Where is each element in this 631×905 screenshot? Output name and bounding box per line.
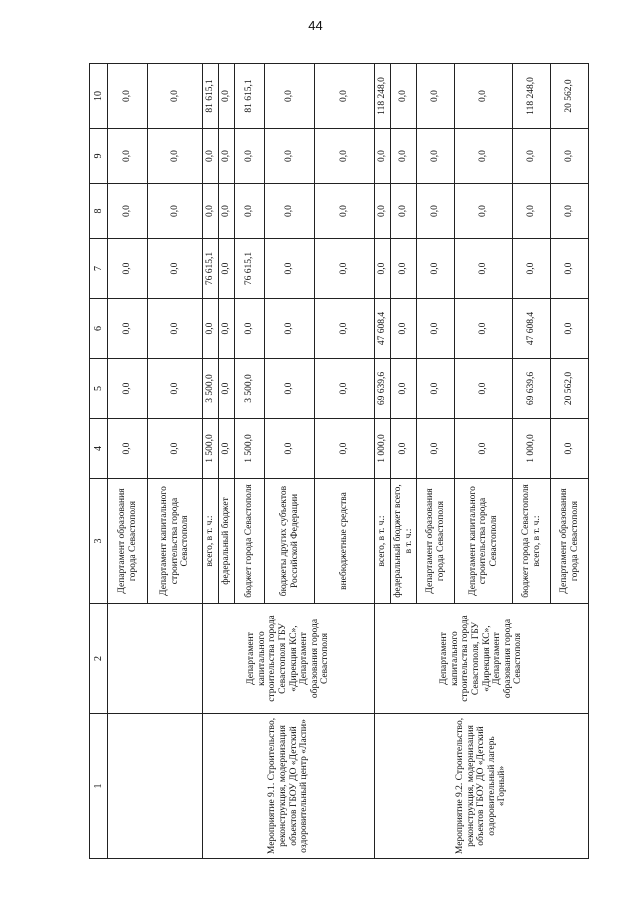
value-cell: 0,0: [148, 419, 203, 479]
row-label: бюджет города Севастополя: [235, 479, 265, 604]
value-cell: 118 248,0: [375, 64, 391, 129]
row-label: Департамент образования города Севастополя: [108, 479, 148, 604]
value-cell: 0,0: [417, 419, 455, 479]
row-label: внебюджетные средства: [315, 479, 375, 604]
header-row: [90, 64, 108, 859]
value-cell: 0,0: [148, 64, 203, 129]
col-header: 2: [90, 604, 108, 714]
value-cell: 0,0: [265, 184, 315, 239]
value-cell: 69 639,6: [375, 359, 391, 419]
empty-cell: [108, 714, 203, 859]
value-cell: 0,0: [315, 239, 375, 299]
value-cell: 0,0: [203, 184, 219, 239]
value-cell: 0,0: [391, 64, 417, 129]
value-cell: 0,0: [315, 64, 375, 129]
value-cell: 0,0: [391, 419, 417, 479]
value-cell: 0,0: [513, 239, 551, 299]
value-cell: 0,0: [391, 359, 417, 419]
value-cell: 1 000,0: [513, 419, 551, 479]
value-cell: 0,0: [265, 299, 315, 359]
value-cell: 0,0: [315, 359, 375, 419]
value-cell: 0,0: [455, 239, 513, 299]
value-cell: 0,0: [551, 419, 589, 479]
value-cell: 0,0: [551, 239, 589, 299]
value-cell: 0,0: [417, 299, 455, 359]
col-header: 3: [90, 479, 108, 604]
empty-cell: [108, 604, 203, 714]
value-cell: 0,0: [315, 299, 375, 359]
value-cell: 0,0: [108, 239, 148, 299]
table-row: [108, 64, 148, 859]
value-cell: 118 248,0: [513, 64, 551, 129]
event-name: Мероприятие 9.2. Строительство, реконструкция, модернизация объектов ГБОУ ДО «Детский оздоровительный лагерь «Горный»: [375, 714, 589, 859]
value-cell: 76 615,1: [235, 239, 265, 299]
value-cell: 0,0: [315, 419, 375, 479]
row-label: Департамент образования города Севастополя: [551, 479, 589, 604]
value-cell: 0,0: [235, 184, 265, 239]
value-cell: 0,0: [219, 419, 235, 479]
value-cell: 0,0: [375, 184, 391, 239]
value-cell: 0,0: [235, 299, 265, 359]
value-cell: 0,0: [148, 239, 203, 299]
value-cell: 0,0: [417, 129, 455, 184]
value-cell: 0,0: [391, 299, 417, 359]
row-label: Департамент капитального строительства города Севастополя: [455, 479, 513, 604]
row-label: всего, в т. ч.:: [375, 479, 391, 604]
value-cell: 0,0: [391, 184, 417, 239]
row-label: всего, в т. ч.:: [203, 479, 219, 604]
value-cell: 0,0: [265, 129, 315, 184]
value-cell: 0,0: [108, 359, 148, 419]
value-cell: 0,0: [148, 359, 203, 419]
value-cell: 0,0: [375, 129, 391, 184]
col-header: 8: [90, 184, 108, 239]
value-cell: 20 562,0: [551, 359, 589, 419]
col-header: 6: [90, 299, 108, 359]
value-cell: 0,0: [551, 184, 589, 239]
value-cell: 81 615,1: [235, 64, 265, 129]
value-cell: 0,0: [219, 239, 235, 299]
value-cell: 0,0: [315, 184, 375, 239]
value-cell: 0,0: [265, 239, 315, 299]
value-cell: 0,0: [219, 299, 235, 359]
value-cell: 0,0: [455, 184, 513, 239]
value-cell: 0,0: [265, 359, 315, 419]
col-header: 5: [90, 359, 108, 419]
value-cell: 76 615,1: [203, 239, 219, 299]
value-cell: 0,0: [417, 359, 455, 419]
event-executors: Департамент капитального строительства города Севастополя ГБУ «Дирекция КС», Департамент образования города Севастополя: [203, 604, 375, 714]
row-label: Департамент капитального строительства города Севастополя: [148, 479, 203, 604]
value-cell: 0,0: [235, 129, 265, 184]
value-cell: 0,0: [391, 239, 417, 299]
value-cell: 0,0: [513, 129, 551, 184]
value-cell: 0,0: [148, 184, 203, 239]
value-cell: 0,0: [219, 184, 235, 239]
event-executors: Департамент капитального строительства города Севастополя, ГБУ «Дирекция КС», Департамент образования города Севастополя: [375, 604, 589, 714]
value-cell: 0,0: [148, 129, 203, 184]
value-cell: 0,0: [108, 299, 148, 359]
value-cell: 0,0: [375, 239, 391, 299]
value-cell: 0,0: [203, 299, 219, 359]
col-header: 10: [90, 64, 108, 129]
col-header: 7: [90, 239, 108, 299]
value-cell: 0,0: [108, 129, 148, 184]
page-number: 44: [308, 18, 323, 33]
row-label: бюджет города Севастополя всего, в т. ч.:: [513, 479, 551, 604]
table-row: [375, 64, 391, 859]
row-label: федеральный бюджет всего, в т. ч.:: [391, 479, 417, 604]
col-header: 1: [90, 714, 108, 859]
value-cell: 0,0: [391, 129, 417, 184]
value-cell: 0,0: [219, 64, 235, 129]
budget-table: [89, 63, 589, 859]
value-cell: 0,0: [108, 184, 148, 239]
value-cell: 0,0: [455, 359, 513, 419]
value-cell: 1 500,0: [203, 419, 219, 479]
value-cell: 47 608,4: [375, 299, 391, 359]
value-cell: 3 500,0: [235, 359, 265, 419]
value-cell: 20 562,0: [551, 64, 589, 129]
table-row: [203, 64, 219, 859]
value-cell: 0,0: [417, 184, 455, 239]
value-cell: 69 639,6: [513, 359, 551, 419]
value-cell: 0,0: [219, 359, 235, 419]
col-header: 4: [90, 419, 108, 479]
value-cell: 1 500,0: [235, 419, 265, 479]
value-cell: 0,0: [203, 129, 219, 184]
value-cell: 0,0: [219, 129, 235, 184]
rotated-table-container: [89, 64, 580, 859]
value-cell: 0,0: [148, 299, 203, 359]
value-cell: 47 608,4: [513, 299, 551, 359]
value-cell: 1 000,0: [375, 419, 391, 479]
value-cell: 81 615,1: [203, 64, 219, 129]
value-cell: 0,0: [417, 64, 455, 129]
value-cell: 3 500,0: [203, 359, 219, 419]
value-cell: 0,0: [455, 64, 513, 129]
value-cell: 0,0: [265, 64, 315, 129]
value-cell: 0,0: [315, 129, 375, 184]
value-cell: 0,0: [265, 419, 315, 479]
value-cell: 0,0: [417, 239, 455, 299]
row-label: бюджеты других субъектов Российской Федерации: [265, 479, 315, 604]
value-cell: 0,0: [455, 129, 513, 184]
event-name: Мероприятие 9.1. Строительство, реконструкция, модернизация объектов ГБОУ ДО «Детский оздоровительный центр «Ласпи»: [203, 714, 375, 859]
value-cell: 0,0: [108, 419, 148, 479]
col-header: 9: [90, 129, 108, 184]
row-label: федеральный бюджет: [219, 479, 235, 604]
value-cell: 0,0: [551, 129, 589, 184]
value-cell: 0,0: [513, 184, 551, 239]
value-cell: 0,0: [108, 64, 148, 129]
value-cell: 0,0: [551, 299, 589, 359]
row-label: Департамент образования города Севастополя: [417, 479, 455, 604]
value-cell: 0,0: [455, 299, 513, 359]
value-cell: 0,0: [455, 419, 513, 479]
